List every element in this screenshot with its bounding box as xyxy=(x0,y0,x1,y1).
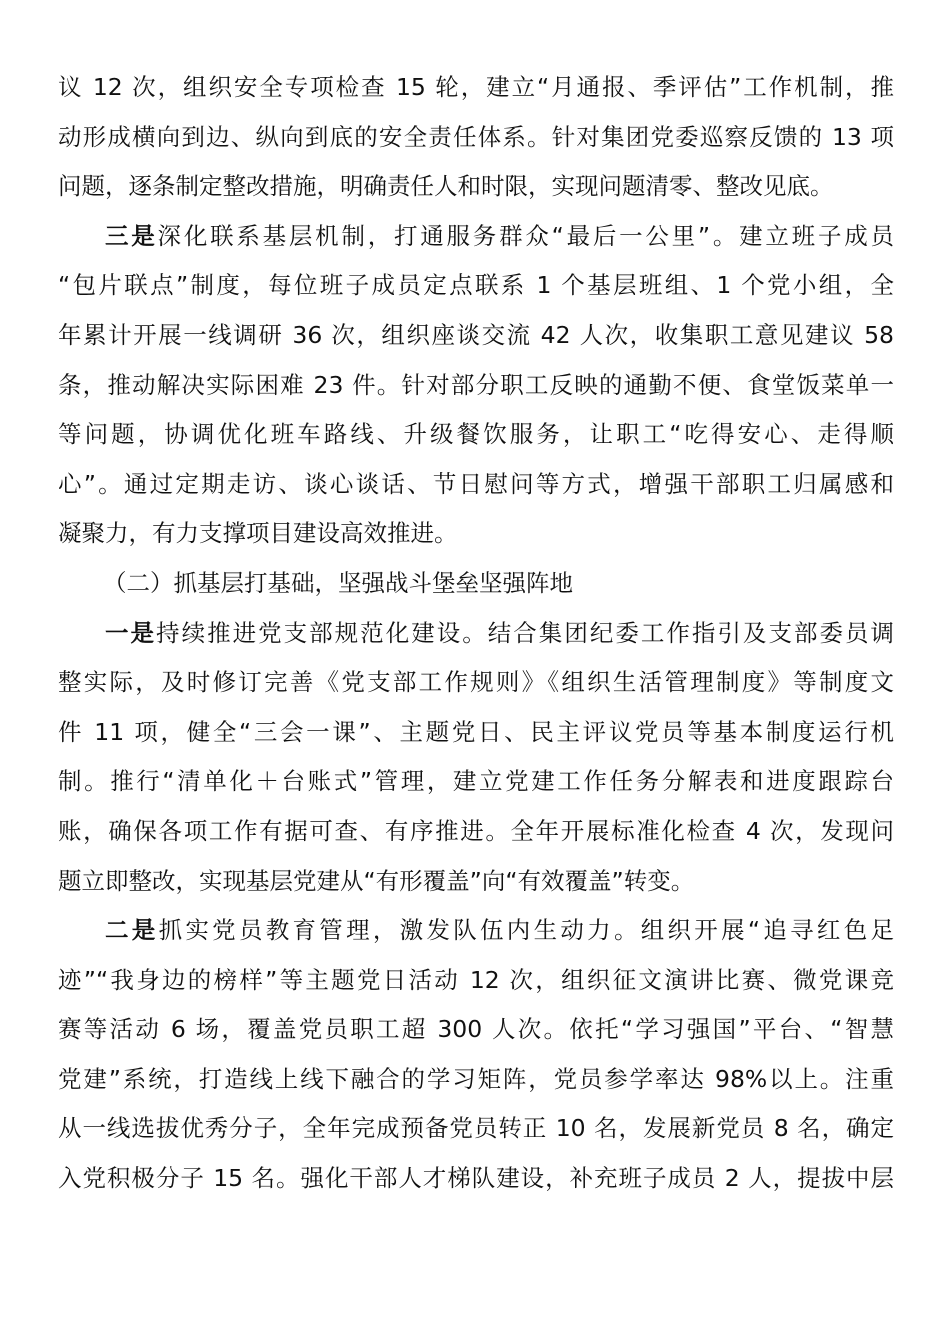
text-line: 赛等活动 6 场，覆盖党员职工超 300 人次。依托“学习强国”平台、“智慧 xyxy=(58,1015,894,1044)
text-line: 条，推动解决实际困难 23 件。针对部分职工反映的通勤不便、食堂饭菜单一 xyxy=(58,370,894,399)
text-line: 迹”“我身边的榜样”等主题党日活动 12 次，组织征文演讲比赛、微党课竞 xyxy=(58,965,894,994)
text-line xyxy=(58,906,894,956)
paragraph-one xyxy=(58,609,894,907)
text-line xyxy=(58,212,894,262)
text-line: 心”。通过定期走访、谈心谈话、节日慰问等方式，增强干部职工归属感和 xyxy=(58,469,894,498)
text-segment: 深化联系基层机制，打通服务群众“最后一公里”。建立班子成员 xyxy=(157,221,894,250)
section-heading xyxy=(58,559,894,609)
text-line: 账，确保各项工作有据可查、有序推进。全年开展标准化检查 4 次，发现问 xyxy=(58,816,894,845)
text-line: 件 11 项，健全“三会一课”、主题党日、民主评议党员等基本制度运行机 xyxy=(58,717,894,746)
document-page xyxy=(58,63,894,1204)
text-segment: 持续推进党支部规范化建设。结合集团纪委工作指引及支部委员调 xyxy=(156,618,894,647)
text-line: 议 12 次，组织安全专项检查 15 轮，建立“月通报、季评估”工作机制，推 xyxy=(58,73,894,101)
text-line: 从一线选拔优秀分子，全年完成预备党员转正 10 名，发展新党员 8 名，确定 xyxy=(58,1114,894,1143)
paragraph-safety xyxy=(58,63,894,212)
text-line: 入党积极分子 15 名。强化干部人才梯队建设，补充班子成员 2 人，提拔中层 xyxy=(58,1164,894,1193)
text-segment: 抓实党员教育管理，激发队伍内生动力。组织开展“追寻红色足 xyxy=(158,916,894,945)
text-line: 党建”系统，打造线上线下融合的学习矩阵，党员参学率达 98%以上。注重 xyxy=(58,1064,894,1093)
text-line: 制。推行“清单化＋台账式”管理，建立党建工作任务分解表和进度跟踪台 xyxy=(58,767,894,796)
paragraph-two xyxy=(58,906,894,1204)
text-line: 等问题，协调优化班车路线、升级餐饮服务，让职工“吃得安心、走得顺 xyxy=(58,420,894,449)
text-line: “包片联点”制度，每位班子成员定点联系 1 个基层班组、1 个党小组，全 xyxy=(58,271,894,300)
text-line: 整实际，及时修订完善《党支部工作规则》《组织生活管理制度》等制度文 xyxy=(58,668,894,697)
paragraph-lead: 二是 xyxy=(105,916,159,945)
text-line: 年累计开展一线调研 36 次，组织座谈交流 42 人次，收集职工意见建议 58 xyxy=(58,320,894,349)
text-line: 问题，逐条制定整改措施，明确责任人和时限，实现问题清零、整改见底。 xyxy=(58,172,834,201)
text-line xyxy=(58,609,894,659)
paragraph-three xyxy=(58,212,894,559)
paragraph-lead: 三是 xyxy=(105,221,158,250)
text-line: 题立即整改，实现基层党建从“有形覆盖”向“有效覆盖”转变。 xyxy=(58,866,695,895)
paragraph-lead: 一是 xyxy=(105,618,157,647)
heading-text: （二）抓基层打基础，坚强战斗堡垒坚强阵地 xyxy=(103,568,573,597)
text-line: 凝聚力，有力支撑项目建设高效推进。 xyxy=(58,519,458,548)
text-line: 动形成横向到边、纵向到底的安全责任体系。针对集团党委巡察反馈的 13 项 xyxy=(58,122,894,151)
